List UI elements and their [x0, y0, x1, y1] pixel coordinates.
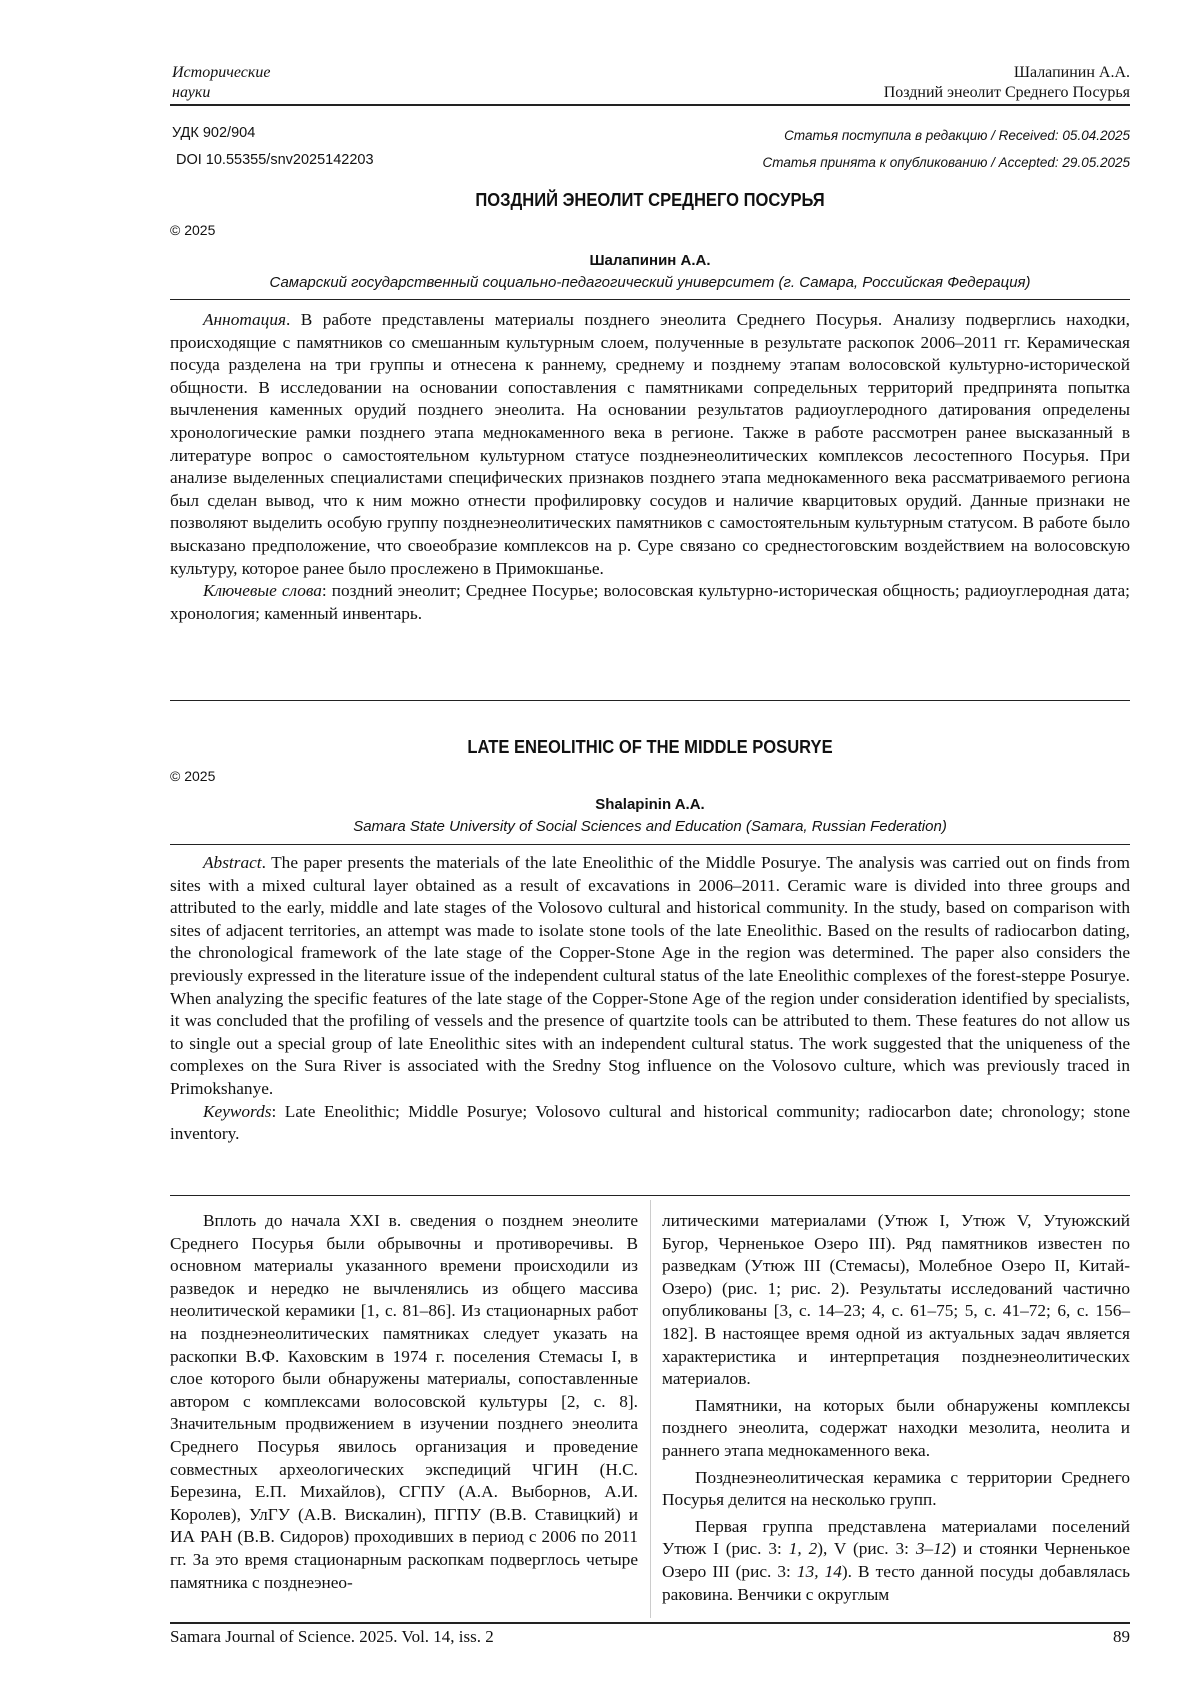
abstract-en-bottom-rule	[170, 1195, 1130, 1196]
accepted-date: Статья принята к опубликованию / Accepted: 29.05.2025	[763, 155, 1130, 170]
journal-section-line2: науки	[172, 83, 270, 103]
header-running-title: Поздний энеолит Среднего Посурья	[884, 83, 1130, 103]
abstract-text-en: . The paper presents the materials of the late Eneolithic of the Middle Posurye. The analysis was carried out on finds from sites with a mixed cultural layer obtained as a result of excavations in 2006–2011. Ceramic ware is divided into three groups and attributed to the early, middle and late stages of the Volosovo cultural and historical community. In the study, based on comparison with sites of adjacent territories, an attempt was made to isolate stone tools of the late Eneolithic. Based on the results of radiocarbon dating, the chronological framework of the late stage of the Copper-Stone Age in the region was determined. The paper also considers the previously expressed in the literature issue of the independent cultural status of the late Eneolithic complexes of the forest-steppe Posurye. When analyzing the specific features of the late stage of the Copper-Stone Age of the region under consideration identified by specialists, it was concluded that the profiling of vessels and the presence of quartzite tools can be attributed to them. These features do not allow us to single out a special group of late Eneolithic sites with an independent cultural status. The work suggested that the uniqueness of the complexes on the Sura River is associated with the Sredny Stog influence on the Volosovo culture, which was previously traced in Primokshanye.	[170, 853, 1130, 1098]
figure-ref: 1, 2	[789, 1539, 818, 1558]
figure-ref: 3–12	[916, 1539, 951, 1558]
author-ru: Шалапинин А.А.	[170, 252, 1130, 269]
abstract-text-ru: . В работе представлены материалы позднего энеолита Среднего Посурья. Анализу подверглись находки, происходящие с памятников со смешанным культурным слоем, полученные в результате раскопок 2006–2011 гг. Керамическая посуда разделена на три группы и отнесена к раннему, среднему и позднему этапам волосовской культурно-исторической общности. В исследовании на основании сопоставления с памятниками сопредельных территорий предпринята попытка вычленения каменных орудий позднего энеолита. На основании результатов радиоуглеродного датирования определены хронологические рамки позднего этапа меднокаменного века в регионе. Также в работе рассмотрен ранее высказанный в литературе вопрос о самостоятельном культурном статусе позднеэнеолитических комплексов лесостепного Посурья. При анализе выделенных специалистами специфических признаков позднего этапа меднокаменного века рассматриваемого региона был сделан вывод, что к ним можно отнести профилировку сосудов и наличие кварцитовых орудий. Данные признаки не позволяют выделить особую группу позднеэнеолитических памятников с самостоятельным культурным статусом. В работе было высказано предположение, что своеобразие комплексов на р. Суре связано со среднестоговским воздействием на волосовскую культуру, которое ранее было прослежено в Примокшанье.	[170, 310, 1130, 578]
header-author: Шалапинин А.А.	[884, 63, 1130, 83]
body-column-left	[170, 1210, 638, 1594]
abstract-en-top-rule	[170, 844, 1130, 845]
header-rule	[170, 104, 1130, 106]
journal-section-line1: Исторические	[172, 63, 270, 83]
abstract-top-rule	[170, 299, 1130, 300]
journal-section	[172, 63, 270, 103]
keywords-en: : Late Eneolithic; Middle Posurye; Volosovo cultural and historical community; radiocarbon date; chronology; stone inventory.	[170, 1102, 1130, 1144]
abstract-label-ru: Аннотация	[203, 310, 286, 329]
figure-ref: 13, 14	[797, 1562, 842, 1581]
text-run: ), V (рис. 3:	[817, 1539, 916, 1558]
body-column-right	[662, 1210, 1130, 1606]
udk: УДК 902/904	[172, 125, 255, 141]
author-en: Shalapinin A.A.	[170, 796, 1130, 813]
abstract-label-en: Abstract	[203, 853, 262, 872]
keywords-ru: : поздний энеолит; Среднее Посурье; волосовская культурно-историческая общность; радиоуглеродная дата; хронология; каменный инвентарь.	[170, 581, 1130, 623]
doi: DOI 10.55355/snv2025142203	[176, 152, 374, 168]
text-run: Первая группа представлена материалами поселений Утюж I (рис. 3:	[662, 1517, 1130, 1559]
text-run: ) и стоянки Черненькое Озеро III (рис. 3:	[662, 1539, 1130, 1581]
body-paragraph: литическими материалами (Утюж I, Утюж V, Утуюжский Бугор, Черненькое Озеро III). Ряд памятников известен по разведкам (Утюж III (Стемасы), Молебное Озеро II, Китай-Озеро) (рис. 1; рис. 2). Результаты исследований частично опубликованы [3, с. 14–23; 4, с. 61–75; 5, с. 41–72; 6, с. 156–182]. В настоящее время одной из актуальных задач является характеристика и интерпретация позднеэнеолитических материалов.	[662, 1210, 1130, 1391]
document-page	[0, 0, 1200, 1697]
received-date: Статья поступила в редакцию / Received: 05.04.2025	[784, 128, 1130, 143]
abstract-bottom-rule	[170, 700, 1130, 701]
article-title-en: LATE ENEOLITHIC OF THE MIDDLE POSURYE	[208, 737, 1091, 758]
text-run: ). В тесто данной посуды добавлялась раковина. Венчики с округлым	[662, 1562, 1130, 1604]
affiliation-ru: Самарский государственный социально-педагогический университет (г. Самара, Российская Федерация)	[170, 274, 1130, 291]
keywords-label-en: Keywords	[203, 1102, 271, 1121]
body-paragraph	[662, 1516, 1130, 1606]
copyright-ru: © 2025	[170, 222, 215, 238]
page-number: 89	[1113, 1627, 1130, 1647]
running-header	[884, 63, 1130, 103]
article-title-ru: ПОЗДНИЙ ЭНЕОЛИТ СРЕДНЕГО ПОСУРЬЯ	[208, 190, 1091, 211]
footer-journal: Samara Journal of Science. 2025. Vol. 14, iss. 2	[170, 1627, 494, 1647]
body-paragraph: Вплоть до начала XXI в. сведения о позднем энеолите Среднего Посурья были обрывочны и противоречивы. В основном материалы указанного времени происходили из разведок и нередко не вычленялись из общего массива неолитической керамики [1, с. 81–86]. Из стационарных работ на позднеэнеолитических памятниках следует указать на раскопки В.Ф. Каховским в 1974 г. поселения Стемасы I, в слое которого были обнаружены материалы, сопоставленные автором с комплексами волосовской культуры [2, с. 8]. Значительным продвижением в изучении позднего энеолита Среднего Посурья явилось организация и проведение совместных археологических экспедиций ЧГИН (Н.С. Березина, Е.П. Михайлов), СГПУ (А.А. Выборнов, А.И. Королев), УлГУ (А.В. Вискалин), ПГПУ (В.В. Ставицкий) и ИА РАН (В.В. Сидоров) проходивших в период с 2006 по 2011 гг. За это время стационарным раскопкам подверглось четыре памятника с позднеэнео-	[170, 1210, 638, 1594]
keywords-label-ru: Ключевые слова	[203, 581, 322, 600]
body-paragraph: Памятники, на которых были обнаружены комплексы позднего энеолита, содержат находки мезолита, неолита и раннего этапа меднокаменного века.	[662, 1395, 1130, 1463]
footer-rule	[170, 1622, 1130, 1624]
abstract-en	[170, 852, 1130, 1146]
column-divider	[650, 1200, 651, 1618]
body-paragraph: Позднеэнеолитическая керамика с территории Среднего Посурья делится на несколько групп.	[662, 1467, 1130, 1512]
affiliation-en: Samara State University of Social Sciences and Education (Samara, Russian Federation)	[170, 818, 1130, 835]
copyright-en: © 2025	[170, 768, 215, 784]
abstract-ru	[170, 309, 1130, 625]
